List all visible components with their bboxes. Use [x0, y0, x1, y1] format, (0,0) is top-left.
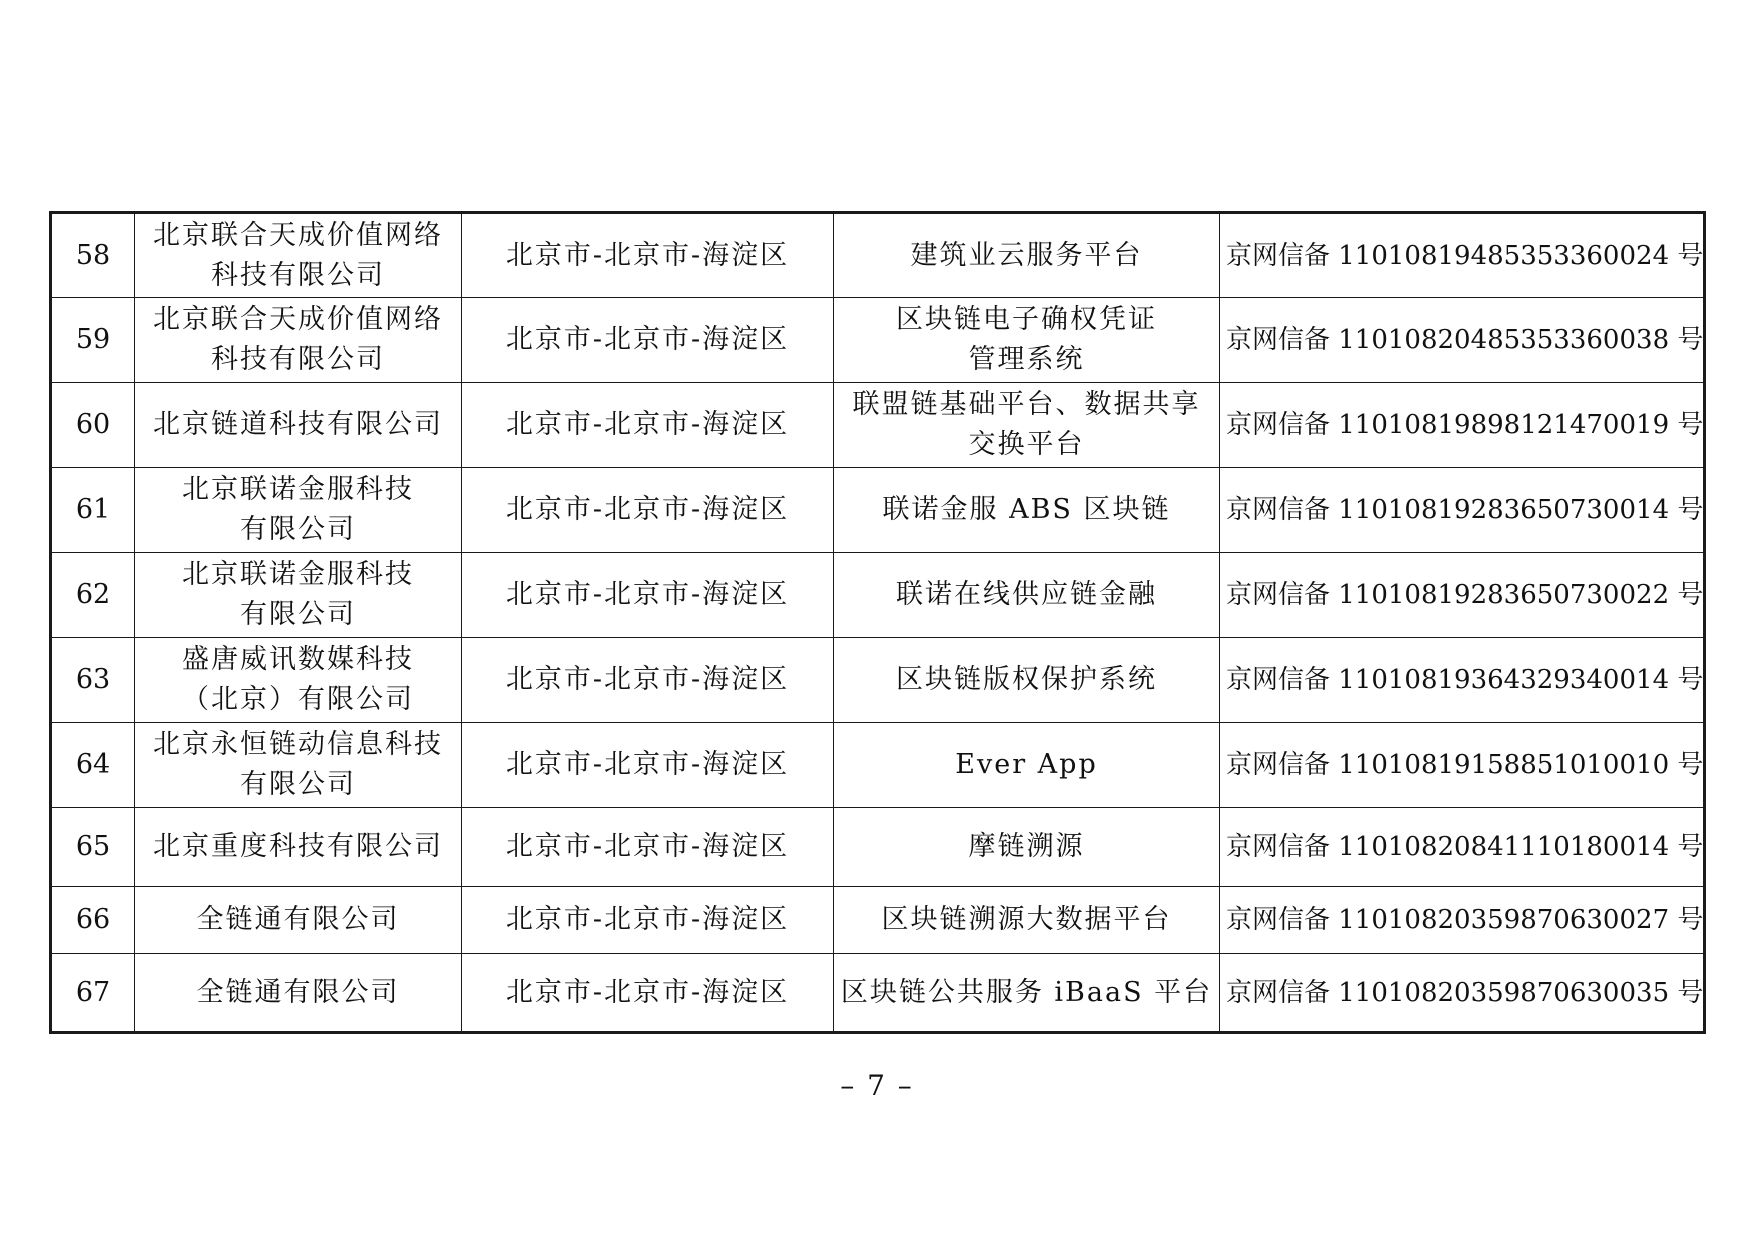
- record-number-cell: 京网信备 11010819158851010010 号: [1220, 723, 1705, 808]
- company-name-cell: [135, 638, 462, 723]
- company-name-line: 北京联诺金服科技: [182, 474, 414, 505]
- service-name-line: 区块链溯源大数据平台: [881, 904, 1172, 935]
- row-number-cell: 66: [51, 887, 135, 954]
- record-number-cell: 京网信备 11010820485353360038 号: [1220, 298, 1705, 383]
- record-number-cell: 京网信备 11010820841110180014 号: [1220, 808, 1705, 887]
- service-name-cell: [834, 723, 1220, 808]
- service-name-line: 摩链溯源: [968, 831, 1085, 862]
- service-name-cell: [834, 887, 1220, 954]
- row-number-cell: 61: [51, 468, 135, 553]
- service-name-cell: [834, 954, 1220, 1033]
- company-name-line: 全链通有限公司: [196, 904, 400, 935]
- company-name-line: 全链通有限公司: [196, 976, 400, 1008]
- service-name-line: 区块链公共服务 iBaaS 平台: [840, 976, 1213, 1008]
- company-name-line: 北京永恒链动信息科技: [153, 729, 443, 760]
- region-cell: 北京市-北京市-海淀区: [462, 887, 834, 954]
- record-number-cell: 京网信备 11010819364329340014 号: [1220, 638, 1705, 723]
- region-cell: 北京市-北京市-海淀区: [462, 638, 834, 723]
- region-cell: 北京市-北京市-海淀区: [462, 808, 834, 887]
- service-name-cell: [834, 298, 1220, 383]
- service-name-line: 交换平台: [968, 429, 1085, 460]
- table-row: [51, 954, 1705, 1033]
- service-name-cell: [834, 553, 1220, 638]
- service-name-line: 联诺在线供应链金融: [896, 579, 1157, 610]
- record-number-cell: 京网信备 11010819898121470019 号: [1220, 383, 1705, 468]
- service-name-cell: [834, 213, 1220, 298]
- company-name-line: 北京重度科技有限公司: [153, 831, 443, 862]
- row-number-cell: 62: [51, 553, 135, 638]
- table-row: [51, 298, 1705, 383]
- region-cell: 北京市-北京市-海淀区: [462, 213, 834, 298]
- row-number-cell: 67: [51, 954, 135, 1033]
- region-cell: 北京市-北京市-海淀区: [462, 553, 834, 638]
- company-name-line: 科技有限公司: [211, 344, 385, 375]
- record-number-cell: 京网信备 11010819283650730014 号: [1220, 468, 1705, 553]
- row-number-cell: 63: [51, 638, 135, 723]
- company-name-line: 科技有限公司: [211, 259, 385, 291]
- table-row: [51, 723, 1705, 808]
- service-name-line: Ever App: [955, 749, 1098, 780]
- registry-table-body: [51, 213, 1705, 1033]
- table-row: [51, 383, 1705, 468]
- region-cell: 北京市-北京市-海淀区: [462, 468, 834, 553]
- service-name-cell: [834, 638, 1220, 723]
- service-name-cell: [834, 808, 1220, 887]
- company-name-cell: [135, 213, 462, 298]
- table-row: [51, 638, 1705, 723]
- record-number-cell: 京网信备 11010820359870630035 号: [1220, 954, 1705, 1033]
- company-name-cell: [135, 553, 462, 638]
- record-number-cell: 京网信备 11010819283650730022 号: [1220, 553, 1705, 638]
- company-name-cell: [135, 887, 462, 954]
- company-name-cell: [135, 383, 462, 468]
- record-number-cell: 京网信备 11010819485353360024 号: [1220, 213, 1705, 298]
- company-name-line: 北京联合天成价值网络: [153, 304, 443, 335]
- service-name-line: 管理系统: [968, 344, 1085, 375]
- company-name-line: （北京）有限公司: [182, 684, 414, 715]
- company-name-line: 北京链道科技有限公司: [153, 409, 443, 440]
- service-name-line: 联盟链基础平台、数据共享: [852, 389, 1201, 420]
- region-cell: 北京市-北京市-海淀区: [462, 723, 834, 808]
- company-name-cell: [135, 468, 462, 553]
- page-number: – 7 –: [840, 1069, 914, 1102]
- region-cell: 北京市-北京市-海淀区: [462, 383, 834, 468]
- table-row: [51, 808, 1705, 887]
- region-cell: 北京市-北京市-海淀区: [462, 954, 834, 1033]
- row-number-cell: 60: [51, 383, 135, 468]
- service-name-cell: [834, 468, 1220, 553]
- company-name-cell: [135, 954, 462, 1033]
- registry-table: [49, 211, 1706, 1034]
- region-cell: 北京市-北京市-海淀区: [462, 298, 834, 383]
- row-number-cell: 59: [51, 298, 135, 383]
- company-name-cell: [135, 808, 462, 887]
- service-name-line: 联诺金服 ABS 区块链: [882, 494, 1171, 525]
- table-row: [51, 213, 1705, 298]
- service-name-line: 区块链电子确权凭证: [896, 304, 1157, 335]
- company-name-line: 有限公司: [240, 514, 356, 545]
- company-name-cell: [135, 723, 462, 808]
- row-number-cell: 58: [51, 213, 135, 298]
- company-name-cell: [135, 298, 462, 383]
- company-name-line: 北京联合天成价值网络: [153, 219, 443, 251]
- company-name-line: 北京联诺金服科技: [182, 559, 414, 590]
- service-name-line: 区块链版权保护系统: [896, 664, 1157, 695]
- service-name-line: 建筑业云服务平台: [910, 239, 1143, 271]
- service-name-cell: [834, 383, 1220, 468]
- record-number-cell: 京网信备 11010820359870630027 号: [1220, 887, 1705, 954]
- table-row: [51, 887, 1705, 954]
- company-name-line: 有限公司: [240, 769, 356, 800]
- row-number-cell: 65: [51, 808, 135, 887]
- row-number-cell: 64: [51, 723, 135, 808]
- table-row: [51, 468, 1705, 553]
- company-name-line: 有限公司: [240, 599, 356, 630]
- company-name-line: 盛唐威讯数媒科技: [182, 644, 414, 675]
- table-row: [51, 553, 1705, 638]
